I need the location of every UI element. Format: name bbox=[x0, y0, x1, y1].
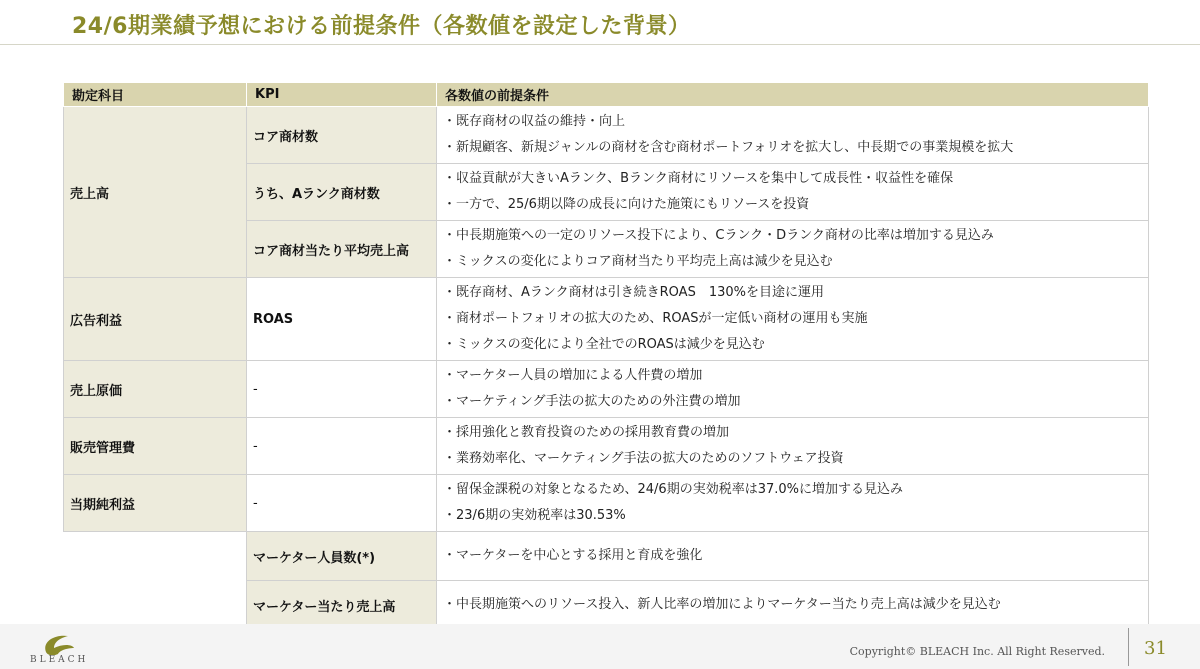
condition-line: ・ マーケターを中心とする採用と育成を強化 bbox=[443, 543, 1142, 569]
condition-line: ・ 業務効率化、マーケティング手法の拡大のためのソフトウェア投資 bbox=[443, 446, 1142, 472]
kpi-roas: ROAS bbox=[247, 278, 437, 361]
kpi-avg-sales-per-product: コア商材当たり平均売上高 bbox=[247, 221, 437, 278]
kpi-none: - bbox=[247, 361, 437, 418]
condition-line: ・ 留保金課税の対象となるため、24/6期の実効税率は37.0%に増加する見込み bbox=[443, 477, 1142, 503]
conditions-cell bbox=[437, 278, 1149, 361]
title-divider bbox=[0, 44, 1200, 45]
conditions-cell bbox=[437, 418, 1149, 475]
condition-line: ・ 23/6期の実効税率は30.53% bbox=[443, 503, 1142, 529]
copyright: Copyright© BLEACH Inc. All Right Reserved. bbox=[849, 645, 1105, 658]
table-row bbox=[64, 418, 1149, 475]
conditions-cell bbox=[437, 107, 1149, 164]
condition-line: ・ マーケティング手法の拡大のための外注費の増加 bbox=[443, 389, 1142, 415]
kpi-core-products: コア商材数 bbox=[247, 107, 437, 164]
condition-line: ・ ミックスの変化によりコア商材当たり平均売上高は減少を見込む bbox=[443, 249, 1142, 275]
condition-line: ・ 既存商材の収益の維持・向上 bbox=[443, 109, 1142, 135]
table-row bbox=[64, 361, 1149, 418]
kpi-none: - bbox=[247, 418, 437, 475]
page-title: 24/6期業績予想における前提条件（各数値を設定した背景） bbox=[72, 14, 691, 39]
kpi-none: - bbox=[247, 475, 437, 532]
footer-divider bbox=[1128, 628, 1129, 666]
header-conditions: 各数値の前提条件 bbox=[437, 83, 1149, 107]
conditions-cell bbox=[437, 581, 1149, 630]
conditions-cell bbox=[437, 221, 1149, 278]
conditions-cell bbox=[437, 532, 1149, 581]
table-header-row bbox=[64, 83, 1149, 107]
empty-cell bbox=[64, 532, 247, 581]
header-account: 勘定科目 bbox=[64, 83, 247, 107]
condition-line: ・ 中長期施策への一定のリソース投下により、Cランク・Dランク商材の比率は増加する見込み bbox=[443, 223, 1142, 249]
condition-line: ・ 収益貢献が大きいAランク、Bランク商材にリソースを集中して成長性・収益性を確保 bbox=[443, 166, 1142, 192]
account-net-income: 当期純利益 bbox=[64, 475, 247, 532]
conditions-cell bbox=[437, 164, 1149, 221]
conditions-cell bbox=[437, 475, 1149, 532]
kpi-a-rank-products: うち、Aランク商材数 bbox=[247, 164, 437, 221]
account-ad-profit: 広告利益 bbox=[64, 278, 247, 361]
condition-line: ・ ミックスの変化により全社でのROASは減少を見込む bbox=[443, 332, 1142, 358]
condition-line: ・ 採用強化と教育投資のための採用教育費の増加 bbox=[443, 420, 1142, 446]
assumptions-table bbox=[63, 82, 1149, 630]
header-kpi: KPI bbox=[247, 83, 437, 107]
account-cost-of-sales: 売上原価 bbox=[64, 361, 247, 418]
page-number: 31 bbox=[1144, 638, 1167, 659]
table-row bbox=[64, 107, 1149, 164]
condition-line: ・ 一方で、25/6期以降の成長に向けた施策にもリソースを投資 bbox=[443, 192, 1142, 218]
condition-line: ・ 新規顧客、新規ジャンルの商材を含む商材ポートフォリオを拡大し、中長期での事業規模を拡大 bbox=[443, 135, 1142, 161]
condition-line: ・ マーケター人員の増加による人件費の増加 bbox=[443, 363, 1142, 389]
condition-line: ・ 既存商材、Aランク商材は引き続きROAS 130%を目途に運用 bbox=[443, 280, 1142, 306]
account-sga: 販売管理費 bbox=[64, 418, 247, 475]
condition-line: ・ 商材ポートフォリオの拡大のため、ROASが一定低い商材の運用も実施 bbox=[443, 306, 1142, 332]
kpi-marketer-headcount: マーケター人員数(*) bbox=[247, 532, 437, 581]
logo-text: BLEACH bbox=[30, 655, 89, 665]
condition-line: ・ 中長期施策へのリソース投入、新人比率の増加によりマーケター当たり売上高は減少を見込む bbox=[443, 592, 1142, 618]
title-bar bbox=[0, 0, 1200, 46]
table-row bbox=[64, 278, 1149, 361]
table-row bbox=[64, 475, 1149, 532]
kpi-sales-per-marketer: マーケター当たり売上高 bbox=[247, 581, 437, 630]
table-row bbox=[64, 581, 1149, 630]
empty-cell bbox=[64, 581, 247, 630]
table-row bbox=[64, 532, 1149, 581]
conditions-cell bbox=[437, 361, 1149, 418]
account-sales: 売上高 bbox=[64, 107, 247, 278]
